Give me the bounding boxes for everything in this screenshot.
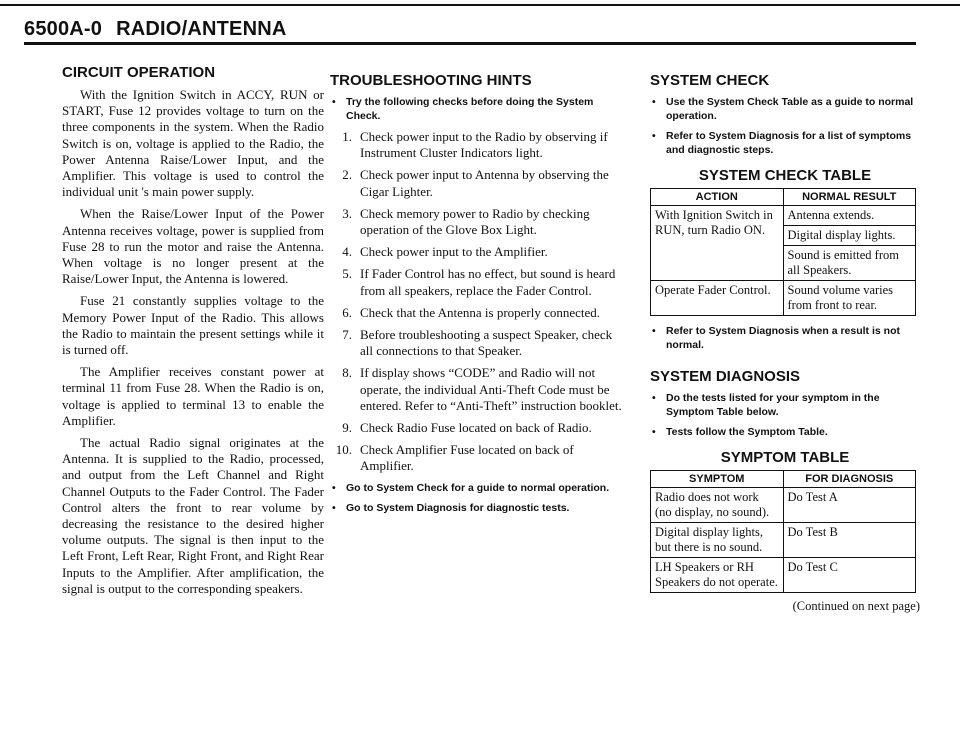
circuit-paragraph: When the Raise/Lower Input of the Power Antenna receives voltage, power is supplied from Fuse 28 to run the motor and raise the Antenna. When voltage is no longer present at the Raise/Lower Input, the Antenna is lowered.	[62, 206, 324, 287]
system-column	[650, 64, 920, 614]
column-header-for-diagnosis: FOR DIAGNOSIS	[783, 471, 916, 488]
circuit-paragraph: Fuse 21 constantly supplies voltage to the Memory Power Input of the Radio. This allows the Radio to maintain the present settings while it is turned off.	[62, 293, 324, 358]
circuit-paragraph: With the Ignition Switch in ACCY, RUN or START, Fuse 12 provides voltage to turn on the three components in the system. When the Radio Switch is on, voltage is applied to the Radio, the Power Antenna Raise/Lower Input, and the Amplifier. This voltage is used to control the individual unit 's main power supply.	[62, 87, 324, 200]
symptom-cell: LH Speakers or RH Speakers do not operate.	[651, 558, 784, 593]
table-row	[651, 206, 916, 281]
step-text: If display shows “CODE” and Radio will not operate, the individual Anti-Theft Code must be entered. Refer to “Anti-Theft” instruction booklet.	[360, 365, 622, 413]
system-diagnosis-bullet: • Tests follow the Symptom Table.	[650, 425, 920, 439]
step-text: If Fader Control has no effect, but sound is heard from all speakers, replace the Fader Control.	[360, 266, 616, 298]
troubleshooting-steps	[330, 129, 628, 475]
header-rule	[24, 42, 916, 45]
continued-note: (Continued on next page)	[792, 599, 920, 613]
step-text: Check power input to the Amplifier.	[360, 244, 548, 260]
step-item	[330, 327, 628, 359]
step-text: Check power input to the Radio by observing if Instrument Cluster Indicators light.	[360, 129, 608, 161]
section-title: RADIO/ANTENNA	[116, 18, 287, 40]
troubleshooting-bullet: • Go to System Check for a guide to normal operation.	[330, 481, 628, 495]
action-cell: Operate Fader Control.	[651, 281, 784, 316]
system-check-bullet: • Use the System Check Table as a guide to normal operation.	[650, 95, 920, 123]
result-item: Sound is emitted from all Speakers.	[784, 245, 916, 280]
circuit-operation-heading: CIRCUIT OPERATION	[62, 64, 216, 81]
step-number: 1.	[342, 129, 352, 144]
column-header-normal-result: NORMAL RESULT	[783, 189, 916, 206]
step-number: 2.	[342, 167, 352, 183]
system-check-note: • Refer to System Diagnosis when a result is not normal.	[650, 324, 920, 352]
diagnosis-cell: Do Test C	[783, 558, 916, 593]
step-number: 3.	[342, 205, 352, 221]
column-header-symptom: SYMPTOM	[651, 471, 784, 488]
step-text: Check memory power to Radio by checking operation of the Glove Box Light.	[360, 205, 590, 238]
table-row	[651, 523, 916, 558]
table-row	[651, 488, 916, 523]
step-item	[330, 129, 628, 161]
step-item	[330, 167, 628, 199]
circuit-operation-column	[62, 64, 324, 603]
result-item: Antenna extends.	[787, 208, 875, 222]
system-check-table	[650, 188, 916, 316]
page-header	[24, 18, 301, 41]
circuit-paragraph: The actual Radio signal originates at the Antenna. It is supplied to the Radio, processed, and output from the Left Channel and Right Channel Outputs to the Fader Control. The Fader Control alters the front to rear volume by decreasing the resistance to the desired higher volume outputs. The signal is then input to the Left Front, Left Rear, Right Front, and Right Rear Inputs to the Amplifier. After amplification, the signal is output to the corresponding speakers.	[62, 435, 324, 596]
step-item	[330, 206, 628, 238]
troubleshooting-column	[330, 64, 628, 521]
system-check-table-title: SYSTEM CHECK TABLE	[698, 167, 872, 184]
step-number: 8.	[342, 365, 352, 381]
system-check-heading: SYSTEM CHECK	[650, 72, 770, 89]
top-border-line	[0, 4, 960, 6]
troubleshooting-bullet: • Go to System Diagnosis for diagnostic tests.	[330, 501, 628, 515]
step-number: 4.	[342, 244, 352, 260]
step-text: Check Amplifier Fuse located on back of Amplifier.	[360, 442, 574, 474]
symptom-cell: Radio does not work (no display, no sound).	[651, 488, 784, 523]
troubleshooting-intro: • Try the following checks before doing the System Check.	[330, 95, 628, 123]
table-row	[651, 281, 916, 316]
result-cell: Sound volume varies from front to rear.	[783, 281, 916, 316]
column-header-action: ACTION	[651, 189, 784, 206]
table-row	[651, 558, 916, 593]
step-text: Check that the Antenna is properly connected.	[360, 304, 601, 320]
step-number: 10.	[335, 442, 352, 458]
step-text: Check Radio Fuse located on back of Radio.	[360, 420, 592, 436]
action-cell: With Ignition Switch in RUN, turn Radio ON.	[651, 206, 784, 281]
step-number: 6.	[342, 304, 352, 320]
circuit-paragraph: The Amplifier receives constant power at terminal 11 from Fuse 28. When the Radio is on, voltage is applied to terminal 13 to enable the Amplifier.	[62, 364, 324, 428]
system-check-bullet: • Refer to System Diagnosis for a list of symptoms and diagnostic steps.	[650, 129, 920, 157]
step-number: 5.	[342, 266, 352, 282]
system-diagnosis-bullet: • Do the tests listed for your symptom in the Symptom Table below.	[650, 391, 920, 419]
diagnosis-cell: Do Test B	[783, 523, 916, 558]
symptom-table-title: SYMPTOM TABLE	[720, 449, 850, 466]
troubleshooting-heading: TROUBLESHOOTING HINTS	[330, 72, 532, 89]
step-item	[330, 266, 628, 298]
step-text: Before troubleshooting a suspect Speaker, check all connections to that Speaker.	[360, 327, 613, 359]
step-item	[330, 305, 628, 321]
step-item	[330, 365, 628, 414]
diagnosis-cell: Do Test A	[783, 488, 916, 523]
step-number: 7.	[342, 327, 352, 343]
step-text: Check power input to Antenna by observing the Cigar Lighter.	[360, 167, 609, 199]
symptom-table	[650, 470, 916, 593]
step-item	[330, 244, 628, 260]
section-code: 6500A-0	[24, 18, 103, 40]
system-diagnosis-heading: SYSTEM DIAGNOSIS	[650, 368, 801, 385]
symptom-cell: Digital display lights, but there is no sound.	[651, 523, 784, 558]
step-item	[330, 442, 628, 474]
step-item	[330, 420, 628, 436]
step-number: 9.	[342, 420, 352, 436]
result-cell	[783, 206, 916, 281]
result-item: Digital display lights.	[784, 225, 916, 245]
